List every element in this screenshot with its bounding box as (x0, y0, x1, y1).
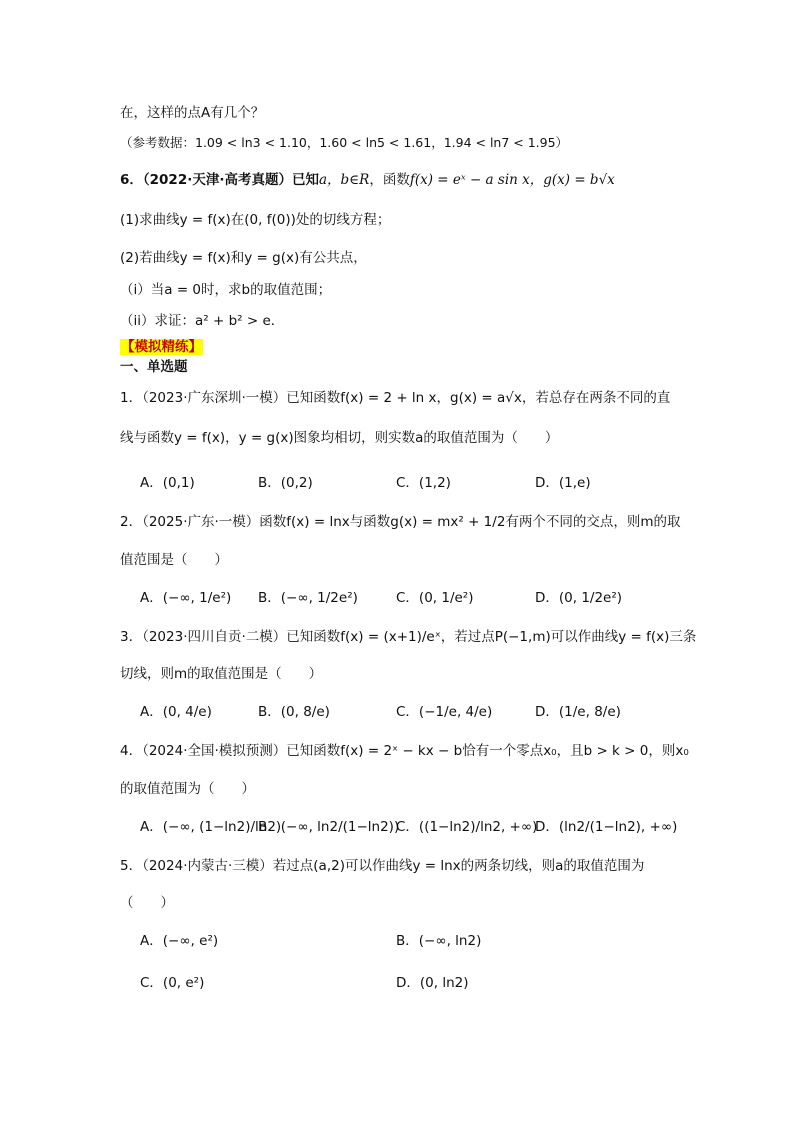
q4-option-b[interactable]: B．(−∞, ln2/(1−ln2)) (258, 819, 400, 835)
q2-option-d[interactable]: D．(0, 1/2e²) (535, 590, 623, 606)
q2-option-a[interactable]: A．(−∞, 1/e²) (140, 590, 232, 606)
q2-option-c[interactable]: C．(0, 1/e²) (396, 590, 474, 606)
q3-option-c[interactable]: C．(−1/e, 4/e) (396, 704, 493, 720)
q4-line-2: 的取值范围为（ ） (120, 781, 255, 797)
q6-text: ，函数 (369, 172, 410, 188)
q6-func: f(x) = eˣ − a sin x，g(x) = b√x (409, 172, 615, 188)
q6-stem (120, 170, 615, 190)
q5-line-1: 5．（2024·内蒙古·三模）若过点(a,2)可以作曲线y = lnx的两条切线，则a的取值范围为 (120, 858, 645, 874)
q6-part-2i: （i）当a = 0时，求b的取值范围； (120, 282, 332, 298)
intro-line-1: 在，这样的点A有几个？ (120, 105, 265, 121)
q3-option-d[interactable]: D．(1/e, 8/e) (535, 704, 621, 720)
q3-line-1: 3．（2023·四川自贡·二模）已知函数f(x) = (x+1)/eˣ，若过点P(−1,m)可以作曲线y = f(x)三条 (120, 629, 697, 645)
reference-data: （参考数据：1.09 < ln3 < 1.10，1.60 < ln5 < 1.61，1.94 < ln7 < 1.95） (120, 135, 569, 150)
section-tag: 【模拟精练】 (121, 339, 202, 355)
q5-option-d[interactable]: D．(0, ln2) (396, 975, 469, 991)
q3-option-a[interactable]: A．(0, 4/e) (140, 704, 212, 720)
q1-option-b[interactable]: B．(0,2) (258, 475, 313, 491)
q3-option-b[interactable]: B．(0, 8/e) (258, 704, 330, 720)
q5-option-c[interactable]: C．(0, e²) (140, 975, 205, 991)
q2-line-2: 值范围是（ ） (120, 552, 228, 568)
q2-option-b[interactable]: B．(−∞, 1/2e²) (258, 590, 358, 606)
q6-cond: a，b∈R (318, 172, 370, 188)
section-subtitle: 一、单选题 (120, 359, 188, 375)
q5-line-2: （ ） (120, 895, 174, 911)
q2-line-1: 2．（2025·广东·一模）函数f(x) = lnx与函数g(x) = mx² + 1/2有两个不同的交点，则m的取 (120, 514, 681, 530)
q4-option-d[interactable]: D．(ln2/(1−ln2), +∞) (535, 819, 678, 835)
q1-option-a[interactable]: A．(0,1) (140, 475, 195, 491)
q6-part-2ii: （ii）求证：a² + b² > e． (120, 313, 285, 329)
q1-option-d[interactable]: D．(1,e) (535, 475, 591, 491)
q4-line-1: 4．（2024·全国·模拟预测）已知函数f(x) = 2ˣ − kx − b恰有一个零点x₀，且b > k > 0，则x₀ (120, 743, 689, 759)
q4-option-a[interactable]: A．(−∞, (1−ln2)/ln2) (140, 819, 282, 835)
q1-line-2: 线与函数y = f(x)，y = g(x)图象均相切，则实数a的取值范围为（ ） (120, 430, 559, 446)
q6-head: 6．（2022·天津·高考真题）已知 (120, 172, 319, 188)
q4-option-c[interactable]: C．((1−ln2)/ln2, +∞) (396, 819, 538, 835)
q6-part-1: (1)求曲线y = f(x)在(0, f(0))处的切线方程； (120, 212, 391, 228)
q1-line-1: 1．（2023·广东深圳·一模）已知函数f(x) = 2 + ln x，g(x) = a√x，若总存在两条不同的直 (120, 390, 671, 406)
q6-part-2: (2)若曲线y = f(x)和y = g(x)有公共点， (120, 250, 367, 266)
q5-option-b[interactable]: B．(−∞, ln2) (396, 933, 482, 949)
q1-option-c[interactable]: C．(1,2) (396, 475, 451, 491)
q5-option-a[interactable]: A．(−∞, e²) (140, 933, 219, 949)
section-header (120, 337, 203, 357)
q3-line-2: 切线，则m的取值范围是（ ） (120, 666, 323, 682)
